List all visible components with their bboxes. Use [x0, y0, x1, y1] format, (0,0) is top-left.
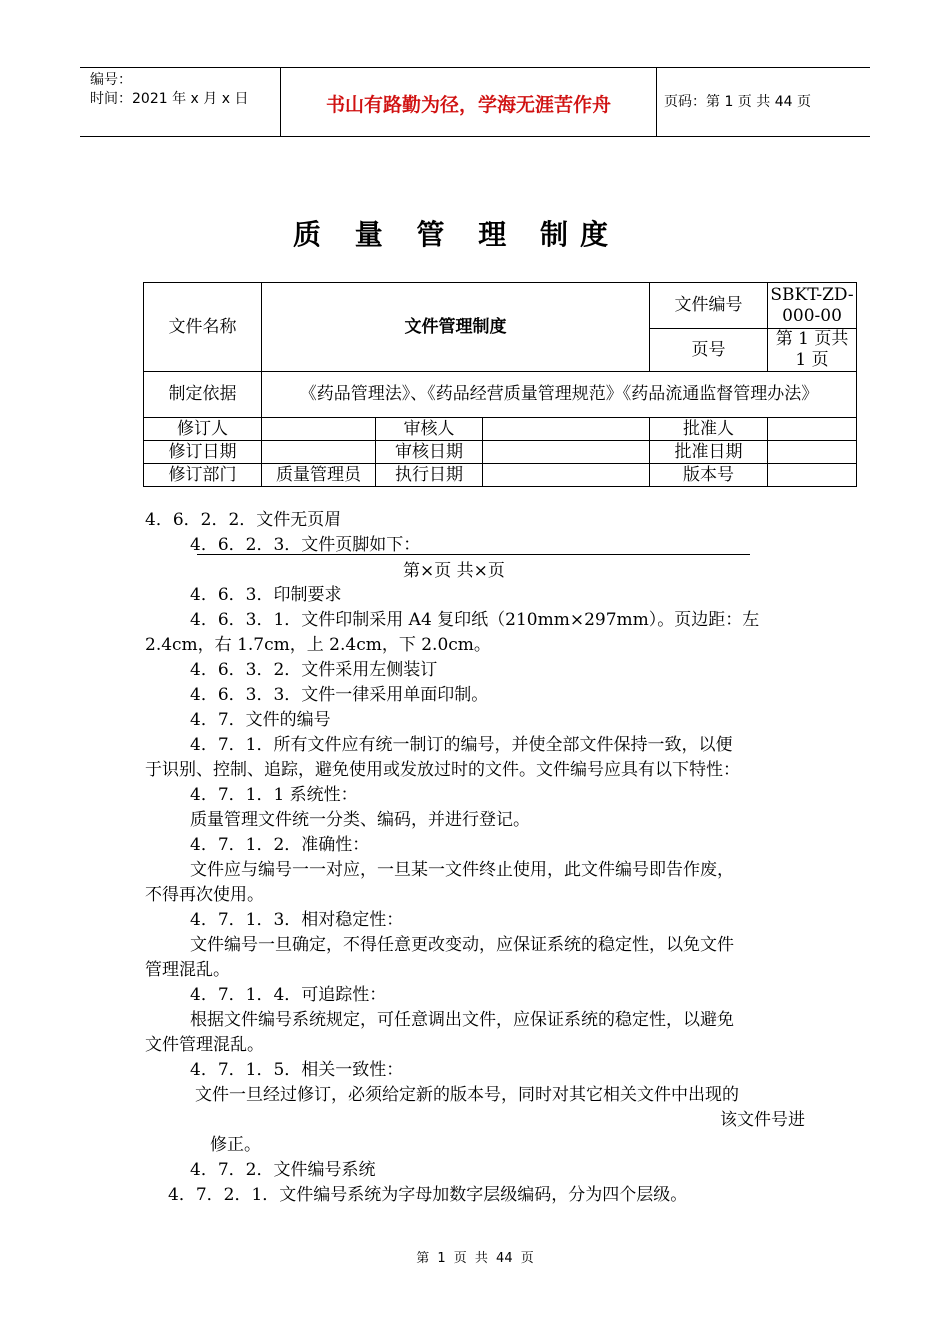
basis-label: 制定依据 — [144, 372, 262, 418]
document-title: 质 量 管 理 制度 — [293, 218, 620, 251]
body-line: 4．6．3．印制要求 — [190, 585, 342, 605]
footer-sample-rule — [197, 554, 750, 555]
header-left-cell — [80, 68, 280, 136]
body-line: 4．7．1．5．相关一致性： — [190, 1060, 404, 1080]
body-line: 文件一旦经过修订，必须给定新的版本号，同时对其它相关文件中出现的 — [195, 1085, 739, 1105]
body-line: 根据文件编号系统规定，可任意调出文件，应保证系统的稳定性，以避免 — [190, 1010, 734, 1030]
file-code-label: 文件编号 — [650, 283, 768, 329]
body-line: 文件管理混乱。 — [145, 1035, 264, 1055]
body-line: 该文件号进 — [720, 1110, 805, 1130]
revise-date-value — [262, 441, 376, 464]
file-name-value: 文件管理制度 — [262, 283, 650, 372]
revisor-label: 修订人 — [144, 418, 262, 441]
exec-date-value — [483, 464, 650, 487]
body-line: 文件编号一旦确定，不得任意更改变动，应保证系统的稳定性，以免文件 — [190, 935, 734, 955]
header-motto: 书山有路勤为径，学海无涯苦作舟 — [280, 68, 657, 136]
file-name-label: 文件名称 — [144, 283, 262, 372]
page-no-label: 页号 — [650, 329, 768, 372]
header-page-info: 页码：第 1 页 共 44 页 — [664, 94, 811, 110]
revisor-value — [262, 418, 376, 441]
approve-date-label: 批准日期 — [650, 441, 768, 464]
body-line: 2.4cm，右 1.7cm，上 2.4cm，下 2.0cm。 — [145, 635, 491, 655]
body-line: 于识别、控制、追踪，避免使用或发放过时的文件。文件编号应具有以下特性： — [145, 760, 740, 780]
body-line: 4．7．2．1．文件编号系统为字母加数字层级编码，分为四个层级。 — [168, 1185, 688, 1205]
body-line: 文件应与编号一一对应，一旦某一文件终止使用，此文件编号即告作废， — [190, 860, 734, 880]
version-value — [768, 464, 857, 487]
body-line: 不得再次使用。 — [145, 885, 264, 905]
basis-value: 《药品管理法》、《药品经营质量管理规范》《药品流通监督管理办法》 — [262, 372, 857, 418]
reviewer-value — [483, 418, 650, 441]
body-line: 修正。 — [210, 1135, 261, 1155]
dept-value: 质量管理员 — [262, 464, 376, 487]
approver-label: 批准人 — [650, 418, 768, 441]
body-line: 4．7．文件的编号 — [190, 710, 331, 730]
page-header — [80, 67, 870, 137]
body-line: 4．6．2．2．文件无页眉 — [145, 510, 342, 530]
body-line: 管理混乱。 — [145, 960, 230, 980]
doc-number-label: 编号： — [90, 72, 132, 88]
body-line: 4．6．3．1．文件印制采用 A4 复印纸（210mm×297mm）。页边距：左 — [190, 610, 760, 630]
body-line: 4．7．1．3．相对稳定性： — [190, 910, 404, 930]
body-line: 4．7．1．2．准确性： — [190, 835, 370, 855]
body-line: 第×页 共×页 — [403, 561, 505, 581]
approver-value — [768, 418, 857, 441]
dept-label: 修订部门 — [144, 464, 262, 487]
body-line: 4．7．1．4．可追踪性： — [190, 985, 387, 1005]
page-footer: 第 1 页 共 44 页 — [416, 1251, 534, 1266]
review-date-label: 审核日期 — [376, 441, 483, 464]
body-line: 4．6．3．2．文件采用左侧装订 — [190, 660, 438, 680]
exec-date-label: 执行日期 — [376, 464, 483, 487]
body-line: 4．6．3．3．文件一律采用单面印制。 — [190, 685, 489, 705]
body-line: 4．7．1．所有文件应有统一制订的编号，并使全部文件保持一致，以便 — [190, 735, 733, 755]
body-line: 4．7．1．1 系统性： — [190, 785, 358, 805]
revise-date-label: 修订日期 — [144, 441, 262, 464]
version-label: 版本号 — [650, 464, 768, 487]
body-line: 4．7．2．文件编号系统 — [190, 1160, 376, 1180]
document-info-table — [143, 282, 857, 487]
page-no-value: 第 1 页共 1 页 — [768, 329, 857, 372]
reviewer-label: 审核人 — [376, 418, 483, 441]
review-date-value — [483, 441, 650, 464]
file-code-value: SBKT-ZD-000-00 — [768, 283, 857, 329]
approve-date-value — [768, 441, 857, 464]
body-line: 质量管理文件统一分类、编码，并进行登记。 — [190, 810, 530, 830]
doc-date-label: 时间：2021 年 x 月 x 日 — [90, 91, 249, 107]
body-line: 4．6．2．3．文件页脚如下： — [190, 535, 421, 555]
